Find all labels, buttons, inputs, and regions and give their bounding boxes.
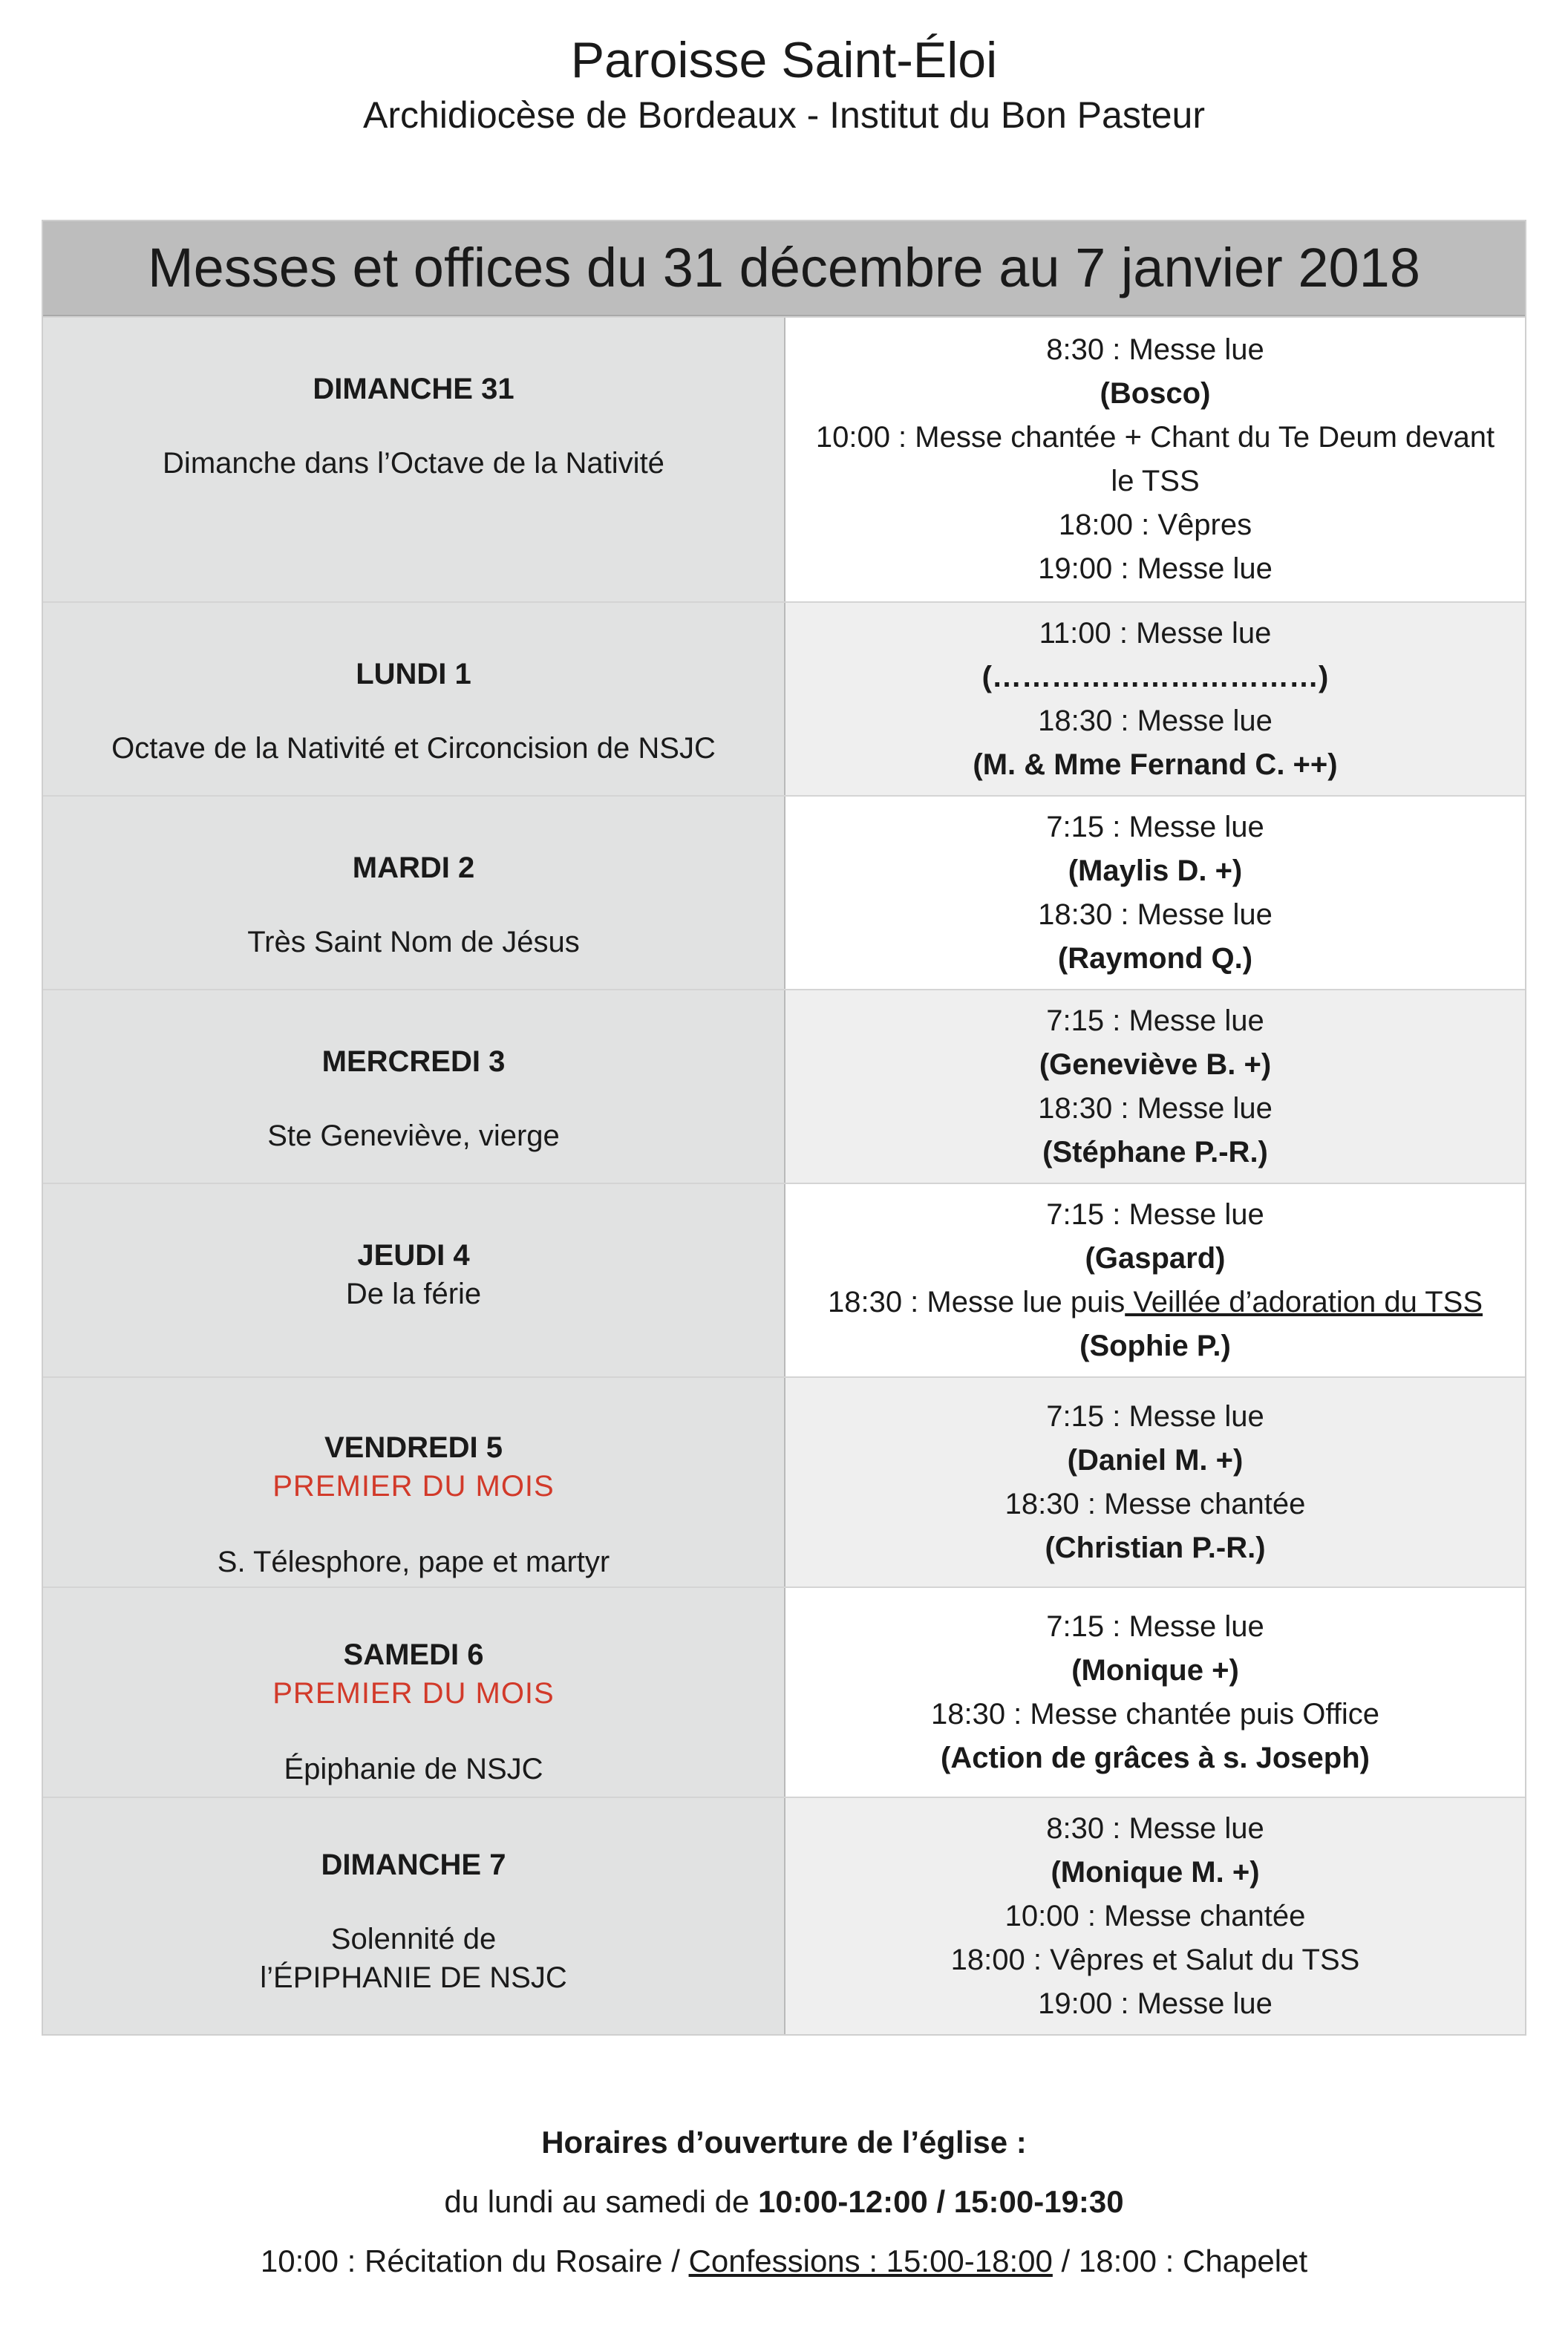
service-line: 7:15 : Messe lue bbox=[1046, 1399, 1264, 1433]
intention-line: (Geneviève B. +) bbox=[1039, 1048, 1272, 1081]
service-line: 7:15 : Messe lue bbox=[1046, 1609, 1264, 1643]
premier-du-mois-label: PREMIER DU MOIS bbox=[272, 1470, 555, 1503]
intention-line: (Monique +) bbox=[1071, 1653, 1239, 1687]
feast-name: Épiphanie de NSJC bbox=[284, 1753, 543, 1785]
services-cell bbox=[785, 1798, 1525, 2034]
day-cell bbox=[43, 990, 785, 1183]
intention-line: (Gaspard) bbox=[1085, 1241, 1226, 1275]
service-line: 11:00 : Messe lue bbox=[1039, 616, 1272, 650]
day-cell bbox=[43, 1184, 785, 1376]
day-name: DIMANCHE 7 bbox=[321, 1849, 506, 1881]
intention-line: (M. & Mme Fernand C. ++) bbox=[973, 748, 1338, 781]
day-name: DIMANCHE 31 bbox=[313, 373, 514, 405]
table-row bbox=[43, 795, 1525, 989]
day-name: MERCREDI 3 bbox=[321, 1045, 506, 1078]
opening-hours-days: du lundi au samedi de bbox=[444, 2184, 758, 2219]
service-line: 18:30 : Messe lue bbox=[1038, 898, 1273, 931]
intention-line: (Raymond Q.) bbox=[1057, 941, 1253, 975]
intention-line: (Bosco) bbox=[1100, 377, 1211, 410]
service-line: 8:30 : Messe lue bbox=[1046, 1811, 1264, 1845]
day-cell bbox=[43, 318, 785, 601]
table-row bbox=[43, 1183, 1525, 1376]
table-row bbox=[43, 316, 1525, 601]
service-line: 18:30 : Messe lue bbox=[1038, 1091, 1273, 1125]
services-cell bbox=[785, 797, 1525, 989]
service-line: 7:15 : Messe lue bbox=[1046, 1004, 1264, 1037]
opening-hours-value: 10:00-12:00 / 15:00-19:30 bbox=[757, 2184, 1124, 2219]
day-cell bbox=[43, 797, 785, 989]
adoration-link-text: Veillée d’adoration du TSS bbox=[1125, 1285, 1483, 1318]
intention-line: (Christian P.-R.) bbox=[1045, 1531, 1266, 1564]
opening-hours-line bbox=[0, 2180, 1568, 2224]
day-name: VENDREDI 5 bbox=[324, 1431, 503, 1464]
chapelet-text: / 18:00 : Chapelet bbox=[1052, 2243, 1308, 2278]
service-line: 18:00 : Vêpres et Salut du TSS bbox=[950, 1943, 1360, 1976]
schedule-table bbox=[42, 220, 1526, 2036]
service-time: 18:30 : Messe lue puis bbox=[827, 1285, 1126, 1318]
service-line: 8:30 : Messe lue bbox=[1046, 333, 1264, 366]
services-cell bbox=[785, 318, 1525, 601]
service-line: 18:30 : Messe chantée puis Office bbox=[930, 1697, 1380, 1731]
table-row bbox=[43, 1376, 1525, 1586]
intention-line: (Action de grâces à s. Joseph) bbox=[941, 1741, 1370, 1774]
intention-line: (Monique M. +) bbox=[1051, 1855, 1260, 1889]
services-cell bbox=[785, 1588, 1525, 1797]
day-name: MARDI 2 bbox=[352, 852, 475, 884]
service-line: 7:15 : Messe lue bbox=[1046, 810, 1264, 843]
intention-line: (Sophie P.) bbox=[1079, 1329, 1231, 1362]
day-cell bbox=[43, 603, 785, 795]
rosary-text: 10:00 : Récitation du Rosaire / bbox=[260, 2243, 689, 2278]
premier-du-mois-label: PREMIER DU MOIS bbox=[272, 1677, 555, 1710]
service-line: 10:00 : Messe chantée + Chant du Te Deum devant bbox=[815, 421, 1495, 454]
feast-name: Ste Geneviève, vierge bbox=[267, 1120, 560, 1152]
service-line bbox=[828, 1281, 1483, 1324]
table-row bbox=[43, 1586, 1525, 1797]
feast-name: Octave de la Nativité et Circoncision de NSJC bbox=[111, 732, 716, 765]
day-cell bbox=[43, 1798, 785, 2034]
feast-name: De la férie bbox=[345, 1278, 482, 1310]
service-line: 19:00 : Messe lue bbox=[1038, 1987, 1273, 2020]
opening-hours-title: Horaires d’ouverture de l’église : bbox=[541, 2125, 1027, 2160]
daily-activities-line bbox=[0, 2239, 1568, 2284]
feast-name: S. Télesphore, pape et martyr bbox=[217, 1546, 610, 1578]
service-line: 7:15 : Messe lue bbox=[1046, 1197, 1264, 1231]
schedule-banner: Messes et offices du 31 décembre au 7 janvier 2018 bbox=[43, 221, 1525, 316]
services-cell bbox=[785, 1184, 1525, 1376]
day-name: JEUDI 4 bbox=[357, 1239, 470, 1272]
services-cell bbox=[785, 1378, 1525, 1586]
feast-name: Solennité de bbox=[330, 1923, 497, 1955]
intention-line: (Stéphane P.-R.) bbox=[1042, 1135, 1268, 1169]
intention-line: (Daniel M. +) bbox=[1067, 1443, 1244, 1477]
parish-title: Paroisse Saint-Éloi bbox=[570, 32, 998, 88]
service-line: 18:00 : Vêpres bbox=[1058, 509, 1252, 541]
confessions-text: Confessions : 15:00-18:00 bbox=[688, 2243, 1053, 2278]
day-name: LUNDI 1 bbox=[356, 658, 471, 690]
services-cell bbox=[785, 990, 1525, 1183]
day-cell bbox=[43, 1378, 785, 1586]
day-name: SAMEDI 6 bbox=[343, 1638, 484, 1671]
intention-line: (Maylis D. +) bbox=[1068, 854, 1243, 887]
table-row bbox=[43, 989, 1525, 1183]
parish-subtitle: Archidiocèse de Bordeaux - Institut du Bon Pasteur bbox=[363, 94, 1205, 136]
service-line: 19:00 : Messe lue bbox=[1038, 552, 1273, 585]
service-line: 18:30 : Messe lue bbox=[1038, 704, 1273, 737]
table-row bbox=[43, 601, 1525, 795]
service-line: 10:00 : Messe chantée bbox=[1004, 1899, 1306, 1932]
services-cell bbox=[785, 603, 1525, 795]
feast-name: Dimanche dans l’Octave de la Nativité bbox=[163, 447, 664, 480]
intention-line: (……………………………) bbox=[981, 660, 1329, 693]
page-header bbox=[0, 28, 1568, 138]
service-line: le TSS bbox=[1111, 465, 1200, 497]
table-row bbox=[43, 1797, 1525, 2034]
feast-name: Très Saint Nom de Jésus bbox=[247, 926, 580, 958]
day-cell bbox=[43, 1588, 785, 1797]
opening-hours bbox=[0, 2120, 1568, 2298]
feast-name: l’ÉPIPHANIE DE NSJC bbox=[260, 1961, 567, 1994]
service-line: 18:30 : Messe chantée bbox=[1004, 1487, 1306, 1520]
